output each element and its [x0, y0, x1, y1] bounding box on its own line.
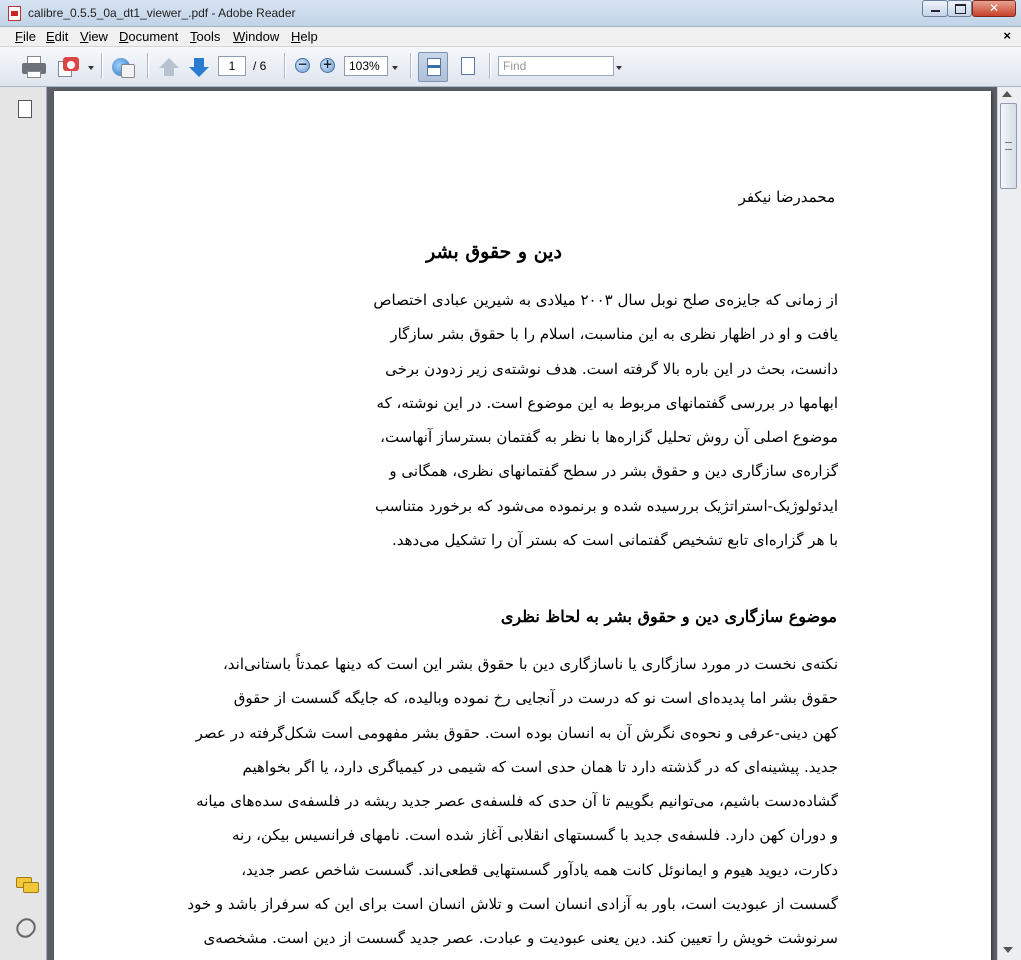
scrollbar-thumb[interactable] [1000, 103, 1017, 189]
menu-file[interactable]: File [15, 29, 36, 44]
abstract-line: یافت و او در اظهار نظری به این مناسبت، اسلام را با حقوق بشر سازگار [390, 325, 838, 344]
printer-icon[interactable] [22, 56, 46, 78]
toolbar-separator [489, 53, 491, 79]
page-number-input[interactable]: 1 [218, 56, 246, 76]
page-total: / 6 [253, 59, 267, 73]
toolbar-separator [101, 53, 103, 79]
body-line: گسست از عبودیت است، باور به آزادی انسان است و تلاش انسان است برای این که سرفراز باشد و خود [187, 895, 838, 914]
toolbar-separator [147, 53, 149, 79]
chevron-down-icon[interactable] [88, 66, 94, 70]
vertical-scrollbar[interactable] [997, 87, 1021, 960]
document-viewport[interactable] [47, 87, 997, 960]
abstract-line: موضوع اصلی آن روش تحلیل گزاره‌ها با نظر به گفتمان بسترساز آنهاست، [380, 428, 838, 447]
body-line: گشاده‌دست باشیم، می‌توانیم بگوییم تا آن حدی که فلسفه‌ی عصر جدید ریشه در فلسفه‌ی سده‌های میانه [196, 792, 838, 811]
abstract-line: گزاره‌ی سازگاری دین و حقوق بشر در سطح گفتمانهای نظری، همگانی و [389, 462, 838, 481]
menu-view[interactable]: View [80, 29, 108, 44]
scroll-down-icon[interactable] [1003, 947, 1013, 953]
toolbar-separator [410, 53, 412, 79]
navigation-panel [0, 87, 47, 960]
maximize-button[interactable] [947, 0, 972, 17]
body-line: سرنوشت خویش را تعیین کند. دین یعنی عبودیت و عبادت. عصر جدید گسست از دین است. مشخصه‌ی [203, 929, 838, 948]
scroll-up-icon[interactable] [1002, 91, 1012, 97]
abstract-paragraph [324, 283, 838, 557]
menu-bar [0, 27, 1021, 47]
minimize-button[interactable] [922, 0, 948, 17]
body-line: حقوق بشر اما پدیده‌ای است نو که درست در آنجایی رخ نموده وبالیده، که جایگه گسست از حقوق [233, 689, 838, 708]
menu-window[interactable]: Window [233, 29, 280, 44]
abstract-line: از زمانی که جایزه‌ی صلح نوبل سال ۲۰۰۳ میلادی به شیرین عبادی اختصاص [373, 291, 838, 309]
abstract-line: ایدئولوژیک-استراتژیک بررسیده شده و برنموده می‌شود که برخورد متناسب [375, 496, 838, 515]
menu-help[interactable]: Help [291, 29, 318, 44]
abstract-line: دانست، بحث در این باره بالا گرفته است. هدف نوشته‌ی زیر زدودن برخی [385, 359, 838, 378]
create-pdf-icon[interactable] [58, 57, 80, 77]
menu-document[interactable]: Document [119, 29, 179, 44]
abstract-line: با هر گزاره‌ای تابع تشخیص گفتمانی است که بستر آن را تشکیل می‌دهد. [391, 531, 838, 550]
close-document-button[interactable]: × [1003, 28, 1011, 43]
body-line: جدید. پیشینه‌ای که در گذشته دارد تا همان حدی است که شیمی در کیمیاگری دارد، یا اگر بخواهیم [242, 757, 838, 776]
zoom-in-icon[interactable]: + [320, 58, 335, 73]
chevron-down-icon[interactable] [616, 66, 622, 70]
comments-icon[interactable] [16, 877, 38, 893]
chevron-down-icon[interactable] [392, 66, 398, 70]
window-title: calibre_0.5.5_0a_dt1_viewer_.pdf - Adobe Reader [28, 6, 296, 20]
pdf-page [54, 91, 991, 960]
title-bar [0, 0, 1021, 27]
menu-tools[interactable]: Tools [190, 29, 221, 44]
pages-icon[interactable] [18, 100, 32, 118]
attachments-icon[interactable] [13, 915, 40, 942]
author-name: محمدرضا نیکفر [738, 188, 835, 206]
zoom-level-field[interactable]: 103% [344, 56, 388, 76]
document-title: دین و حقوق بشر [426, 241, 562, 263]
fit-width-icon[interactable] [418, 52, 448, 82]
collaborate-icon[interactable] [112, 56, 136, 78]
menu-edit[interactable]: Edit [46, 29, 69, 44]
abstract-line: ابهامها در بررسی گفتمانهای مربوط به این موضوع است. در این نوشته، که [376, 393, 838, 412]
toolbar-separator [284, 53, 286, 79]
body-line: کهن دینی-عرفی و نحوه‌ی نگرش آن به انسان بوده است. حقوق بشر مفهومی است شکل‌گرفته در عصر [195, 723, 838, 742]
close-icon: ✕ [988, 1, 1000, 15]
body-line: نکته‌ی نخست در مورد سازگاری یا ناسازگاری دین با حقوق بشر این است که دینها عمدتاً باستانی‌اند، [222, 655, 838, 673]
body-line: و دوران کهن دارد. فلسفه‌ی جدید با گسستهای انقلابی آغاز شده است. نامهای فرانسیس بیکن، رنه [231, 826, 838, 845]
body-line: دکارت، دیوید هیوم و ایمانوئل کانت همه یادآور گسستهایی قطعی‌اند. گسست شاخص عصر جدید، [241, 860, 838, 879]
toolbar [0, 47, 1021, 87]
section-heading: موضوع سازگاری دین و حقوق بشر به لحاظ نظری [500, 607, 837, 626]
close-window-button[interactable] [972, 0, 1016, 17]
fit-page-icon[interactable] [453, 52, 483, 82]
adobe-reader-icon [8, 6, 21, 21]
body-paragraph [144, 647, 838, 956]
zoom-out-icon[interactable]: − [295, 58, 310, 73]
find-input[interactable]: Find [498, 56, 614, 76]
